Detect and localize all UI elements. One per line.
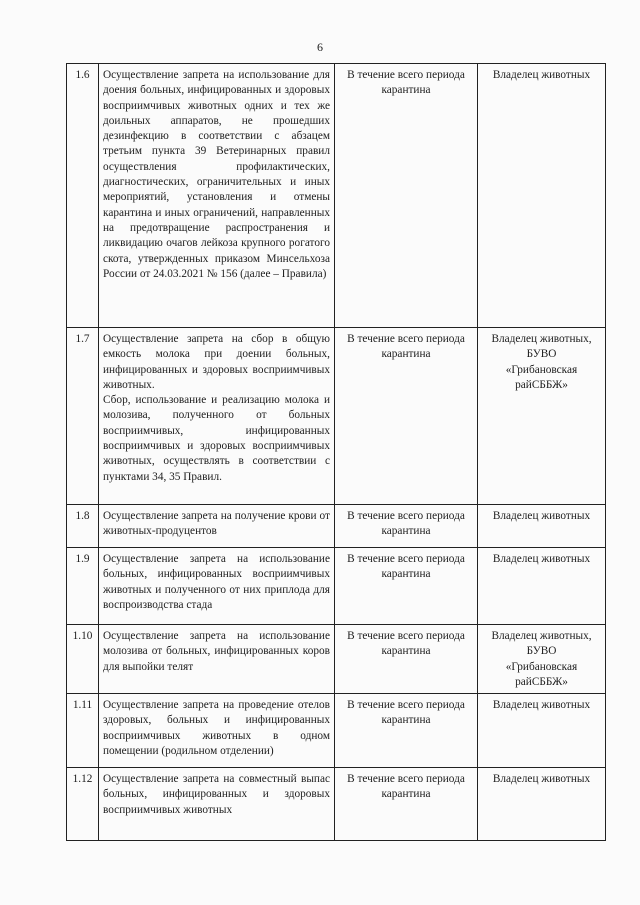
table-row: [67, 548, 606, 625]
row-number: 1.12: [67, 768, 99, 841]
responsible-line: «Грибановская райСББЖ»: [505, 660, 578, 688]
responsible-party: [478, 328, 606, 505]
measure-text: Осуществление запрета на проведение отелов здоровых, больных и инфицированных восприимчивых животных в одном помещении (родильном отделении): [99, 694, 335, 768]
responsible-line: Владелец животных: [492, 699, 591, 712]
period-text: В течение всего периода карантина: [335, 768, 478, 841]
row-number: 1.7: [67, 328, 99, 505]
table-row: [67, 64, 606, 328]
responsible-party: [478, 505, 606, 548]
row-number: 1.10: [67, 625, 99, 694]
measure-paragraph: Осуществление запрета на сбор в общую емкость молока при доении больных, инфицированных и здоровых восприимчивых животных.: [103, 333, 330, 391]
measure-text: Осуществление запрета на использование для доения больных, инфицированных и здоровых восприимчивых животных одних и тех же доильных аппаратов, не прошедших дезинфекцию в соответствии с абзацем третьим пункта 39 Ветеринарных правил осуществления профилактических, диагностических, ограничительных и иных мероприятий, установления и отмены карантина и иных ограничений, направленных на предотвращение распространения и ликвидацию очагов лейкоза крупного рогатого скота, утвержденных приказом Минсельхоза России от 24.03.2021 № 156 (далее – Правила): [99, 64, 335, 328]
period-text: В течение всего периода карантина: [335, 625, 478, 694]
responsible-line: Владелец животных: [492, 773, 591, 786]
row-number: 1.6: [67, 64, 99, 328]
measure-paragraph: Сбор, использование и реализацию молока и молозива, полученного от больных восприимчивых, инфицированных восприимчивых и здоровых восприимчивых животных, осуществлять в соответствии с пунктами 34, 35 Правил.: [103, 394, 330, 483]
responsible-party: [478, 625, 606, 694]
responsible-line: Владелец животных: [492, 553, 591, 565]
measure-text: Осуществление запрета на использование молозива от больных, инфицированных коров для выпойки телят: [99, 625, 335, 694]
measures-table: [66, 63, 606, 841]
measure-text: Осуществление запрета на совместный выпас больных, инфицированных и здоровых восприимчивых животных: [99, 768, 335, 841]
period-text: В течение всего периода карантина: [335, 694, 478, 768]
table-row: [67, 768, 606, 841]
measure-text: Осуществление запрета на использование больных, инфицированных восприимчивых животных и полученного от них приплода для воспроизводства стада: [99, 548, 335, 625]
period-text: В течение всего периода карантина: [335, 548, 478, 625]
table-row: [67, 328, 606, 505]
responsible-line: Владелец животных: [492, 69, 591, 81]
responsible-party: [478, 768, 606, 841]
period-text: В течение всего периода карантина: [335, 328, 478, 505]
responsible-line: БУВО: [526, 348, 557, 361]
row-number: 1.9: [67, 548, 99, 625]
responsible-line: Владелец животных: [492, 510, 591, 522]
period-text: В течение всего периода карантина: [335, 505, 478, 548]
table-row: [67, 625, 606, 694]
measure-text: Осуществление запрета на получение крови от животных-продуцентов: [99, 505, 335, 548]
row-number: 1.8: [67, 505, 99, 548]
responsible-line: БУВО: [526, 645, 557, 658]
responsible-party: [478, 694, 606, 768]
responsible-line: Владелец животных,: [491, 333, 592, 345]
responsible-party: [478, 64, 606, 328]
measure-text: [99, 328, 335, 505]
responsible-party: [478, 548, 606, 625]
table-row: [67, 505, 606, 548]
responsible-line: Владелец животных,: [491, 630, 592, 642]
period-text: В течение всего периода карантина: [335, 64, 478, 328]
row-number: 1.11: [67, 694, 99, 768]
responsible-line: «Грибановская райСББЖ»: [505, 363, 578, 391]
table-row: [67, 694, 606, 768]
page-number: 6: [317, 40, 323, 54]
